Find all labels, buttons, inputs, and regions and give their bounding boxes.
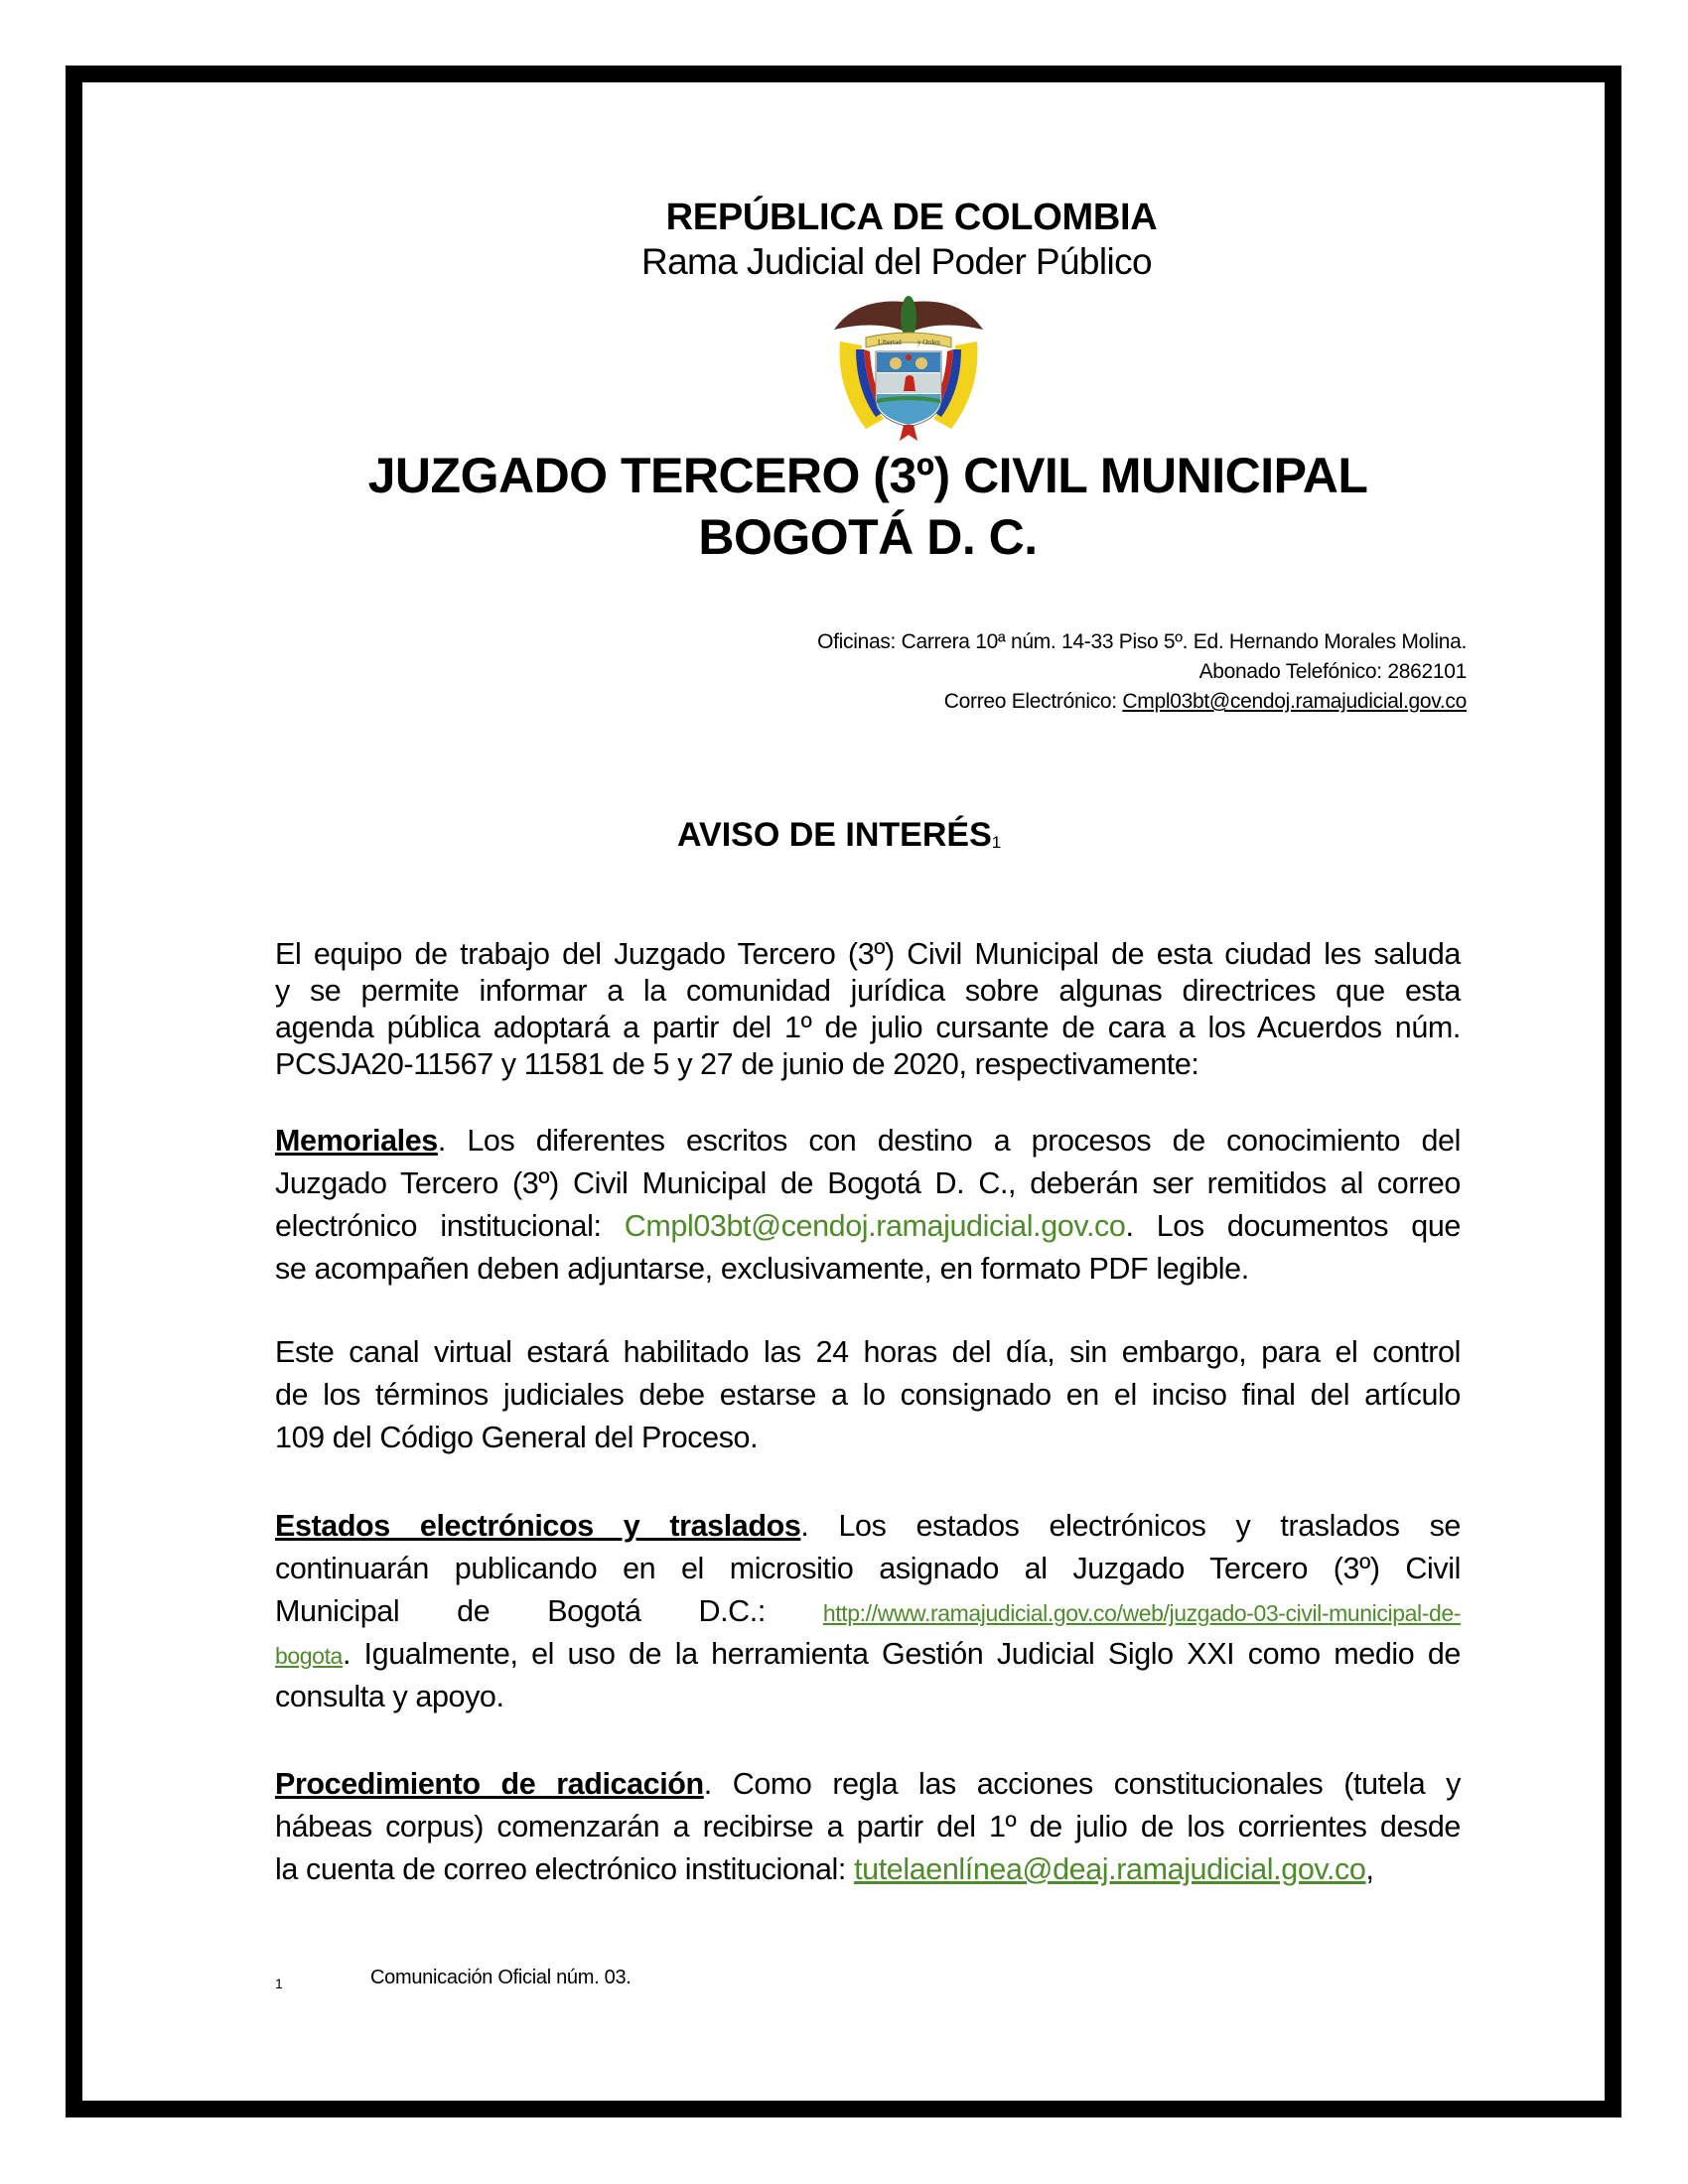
memoriales-line: Juzgado Tercero (3º) Civil Municipal de Bogotá D. C., deberán ser remitidos al correo bbox=[275, 1166, 1461, 1200]
canal-line: Este canal virtual estará habilitado las 24 horas del día, sin embargo, para el control bbox=[275, 1335, 1461, 1369]
radicacion-line: hábeas corpus) comenzarán a recibirse a partir del 1º de julio de los corrientes desde bbox=[275, 1810, 1461, 1843]
motto-left: Libertad bbox=[878, 339, 902, 346]
phone-value: 2862101 bbox=[1381, 660, 1467, 683]
eagle-right-wing bbox=[912, 302, 983, 332]
estados-line bbox=[275, 1590, 1461, 1633]
memoriales-text: electrónico institucional: bbox=[275, 1209, 625, 1243]
notice-title bbox=[677, 816, 1001, 855]
radicacion-text: . Como regla las acciones constitucionales (tutela y bbox=[703, 1767, 1461, 1801]
court-name-line1: JUZGADO TERCERO (3º) CIVIL MUNICIPAL bbox=[367, 448, 1368, 503]
estados-heading: Estados electrónicos y traslados bbox=[275, 1509, 801, 1543]
memoriales-email-link[interactable]: Cmpl03bt@cendoj.ramajudicial.gov.co bbox=[624, 1209, 1126, 1243]
intro-line: agenda pública adoptará a partir del 1º de julio cursante de cara a los Acuerdos núm. bbox=[275, 1011, 1461, 1044]
intro-line: PCSJA20-11567 y 11581 de 5 y 27 de junio de 2020, respectivamente: bbox=[275, 1047, 1199, 1081]
notice-title-text: AVISO DE INTERÉS bbox=[677, 816, 992, 854]
radicacion-section bbox=[275, 1763, 1461, 1891]
offices-label: Oficinas: bbox=[817, 630, 897, 653]
radicacion-text: , bbox=[1365, 1852, 1374, 1886]
eagle-left-wing bbox=[834, 302, 906, 332]
memoriales-line bbox=[275, 1205, 1461, 1248]
bottom-ribbon bbox=[900, 425, 917, 441]
offices-value: Carrera 10ª núm. 14-33 Piso 5º. Ed. Hernando Morales Molina. bbox=[896, 630, 1467, 653]
intro-line: y se permite informar a la comunidad jurídica sobre algunas directrices que esta bbox=[275, 974, 1461, 1008]
microsite-link[interactable]: http://www.ramajudicial.gov.co/web/juzgado-03-civil-municipal-de- bbox=[822, 1600, 1461, 1626]
estados-section bbox=[275, 1505, 1461, 1718]
intro-paragraph bbox=[275, 936, 1461, 1083]
canal-line: 109 del Código General del Proceso. bbox=[275, 1421, 759, 1454]
microsite-link-continued[interactable]: bogota bbox=[275, 1643, 343, 1669]
radicacion-text: la cuenta de correo electrónico institucional: bbox=[275, 1852, 855, 1886]
branch-heading: Rama Judicial del Poder Público bbox=[640, 241, 1153, 282]
canal-line: de los términos judiciales debe estarse a lo consignado en el inciso final del artículo bbox=[275, 1378, 1461, 1412]
footnote-reference[interactable]: 1 bbox=[991, 833, 1002, 852]
estados-text: Municipal de Bogotá D.C.: bbox=[275, 1594, 823, 1628]
estados-line bbox=[275, 1633, 1461, 1676]
estados-text: . Igualmente, el uso de la herramienta Gestión Judicial Siglo XXI como medio de bbox=[342, 1637, 1461, 1671]
memoriales-text: . Los diferentes escritos con destino a procesos de conocimiento del bbox=[437, 1124, 1461, 1158]
memoriales-section bbox=[275, 1120, 1461, 1291]
phone-label: Abonado Telefónico: bbox=[1198, 660, 1382, 683]
tutela-email-link[interactable]: tutelaenlínea@deaj.ramajudicial.gov.co bbox=[854, 1852, 1366, 1886]
estados-text: . Los estados electrónicos y traslados se bbox=[800, 1509, 1461, 1543]
offices-address bbox=[817, 630, 1467, 654]
radicacion-line bbox=[275, 1848, 1461, 1891]
court-email-link[interactable]: Cmpl03bt@cendoj.ramajudicial.gov.co bbox=[1122, 690, 1467, 713]
country-heading: REPÚBLICA DE COLOMBIA bbox=[665, 197, 1158, 238]
radicacion-line bbox=[275, 1763, 1461, 1806]
memoriales-line: se acompañen deben adjuntarse, exclusivamente, en formato PDF legible. bbox=[275, 1252, 1249, 1286]
motto-right: y Orden bbox=[917, 339, 940, 346]
canal-paragraph bbox=[275, 1331, 1461, 1459]
phone-info bbox=[1199, 660, 1467, 684]
footnote-number: 1 bbox=[275, 1976, 283, 1991]
court-name-line2: BOGOTÁ D. C. bbox=[698, 509, 1038, 565]
estados-line: continuarán publicando en el micrositio asignado al Juzgado Tercero (3º) Civil bbox=[275, 1552, 1461, 1585]
estados-line: consulta y apoyo. bbox=[275, 1680, 504, 1713]
colombia-coat-of-arms-icon bbox=[826, 290, 991, 445]
intro-line: El equipo de trabajo del Juzgado Tercero (3º) Civil Municipal de esta ciudad les saluda bbox=[275, 937, 1461, 971]
email-info bbox=[944, 690, 1467, 714]
memoriales-line bbox=[275, 1120, 1461, 1162]
email-label: Correo Electrónico: bbox=[943, 690, 1117, 713]
radicacion-heading: Procedimiento de radicación bbox=[275, 1767, 704, 1801]
footnote-text: Comunicación Oficial núm. 03. bbox=[370, 1967, 632, 1988]
memoriales-text: . Los documentos que bbox=[1125, 1209, 1461, 1243]
memoriales-heading: Memoriales bbox=[275, 1124, 438, 1158]
estados-line bbox=[275, 1505, 1461, 1548]
